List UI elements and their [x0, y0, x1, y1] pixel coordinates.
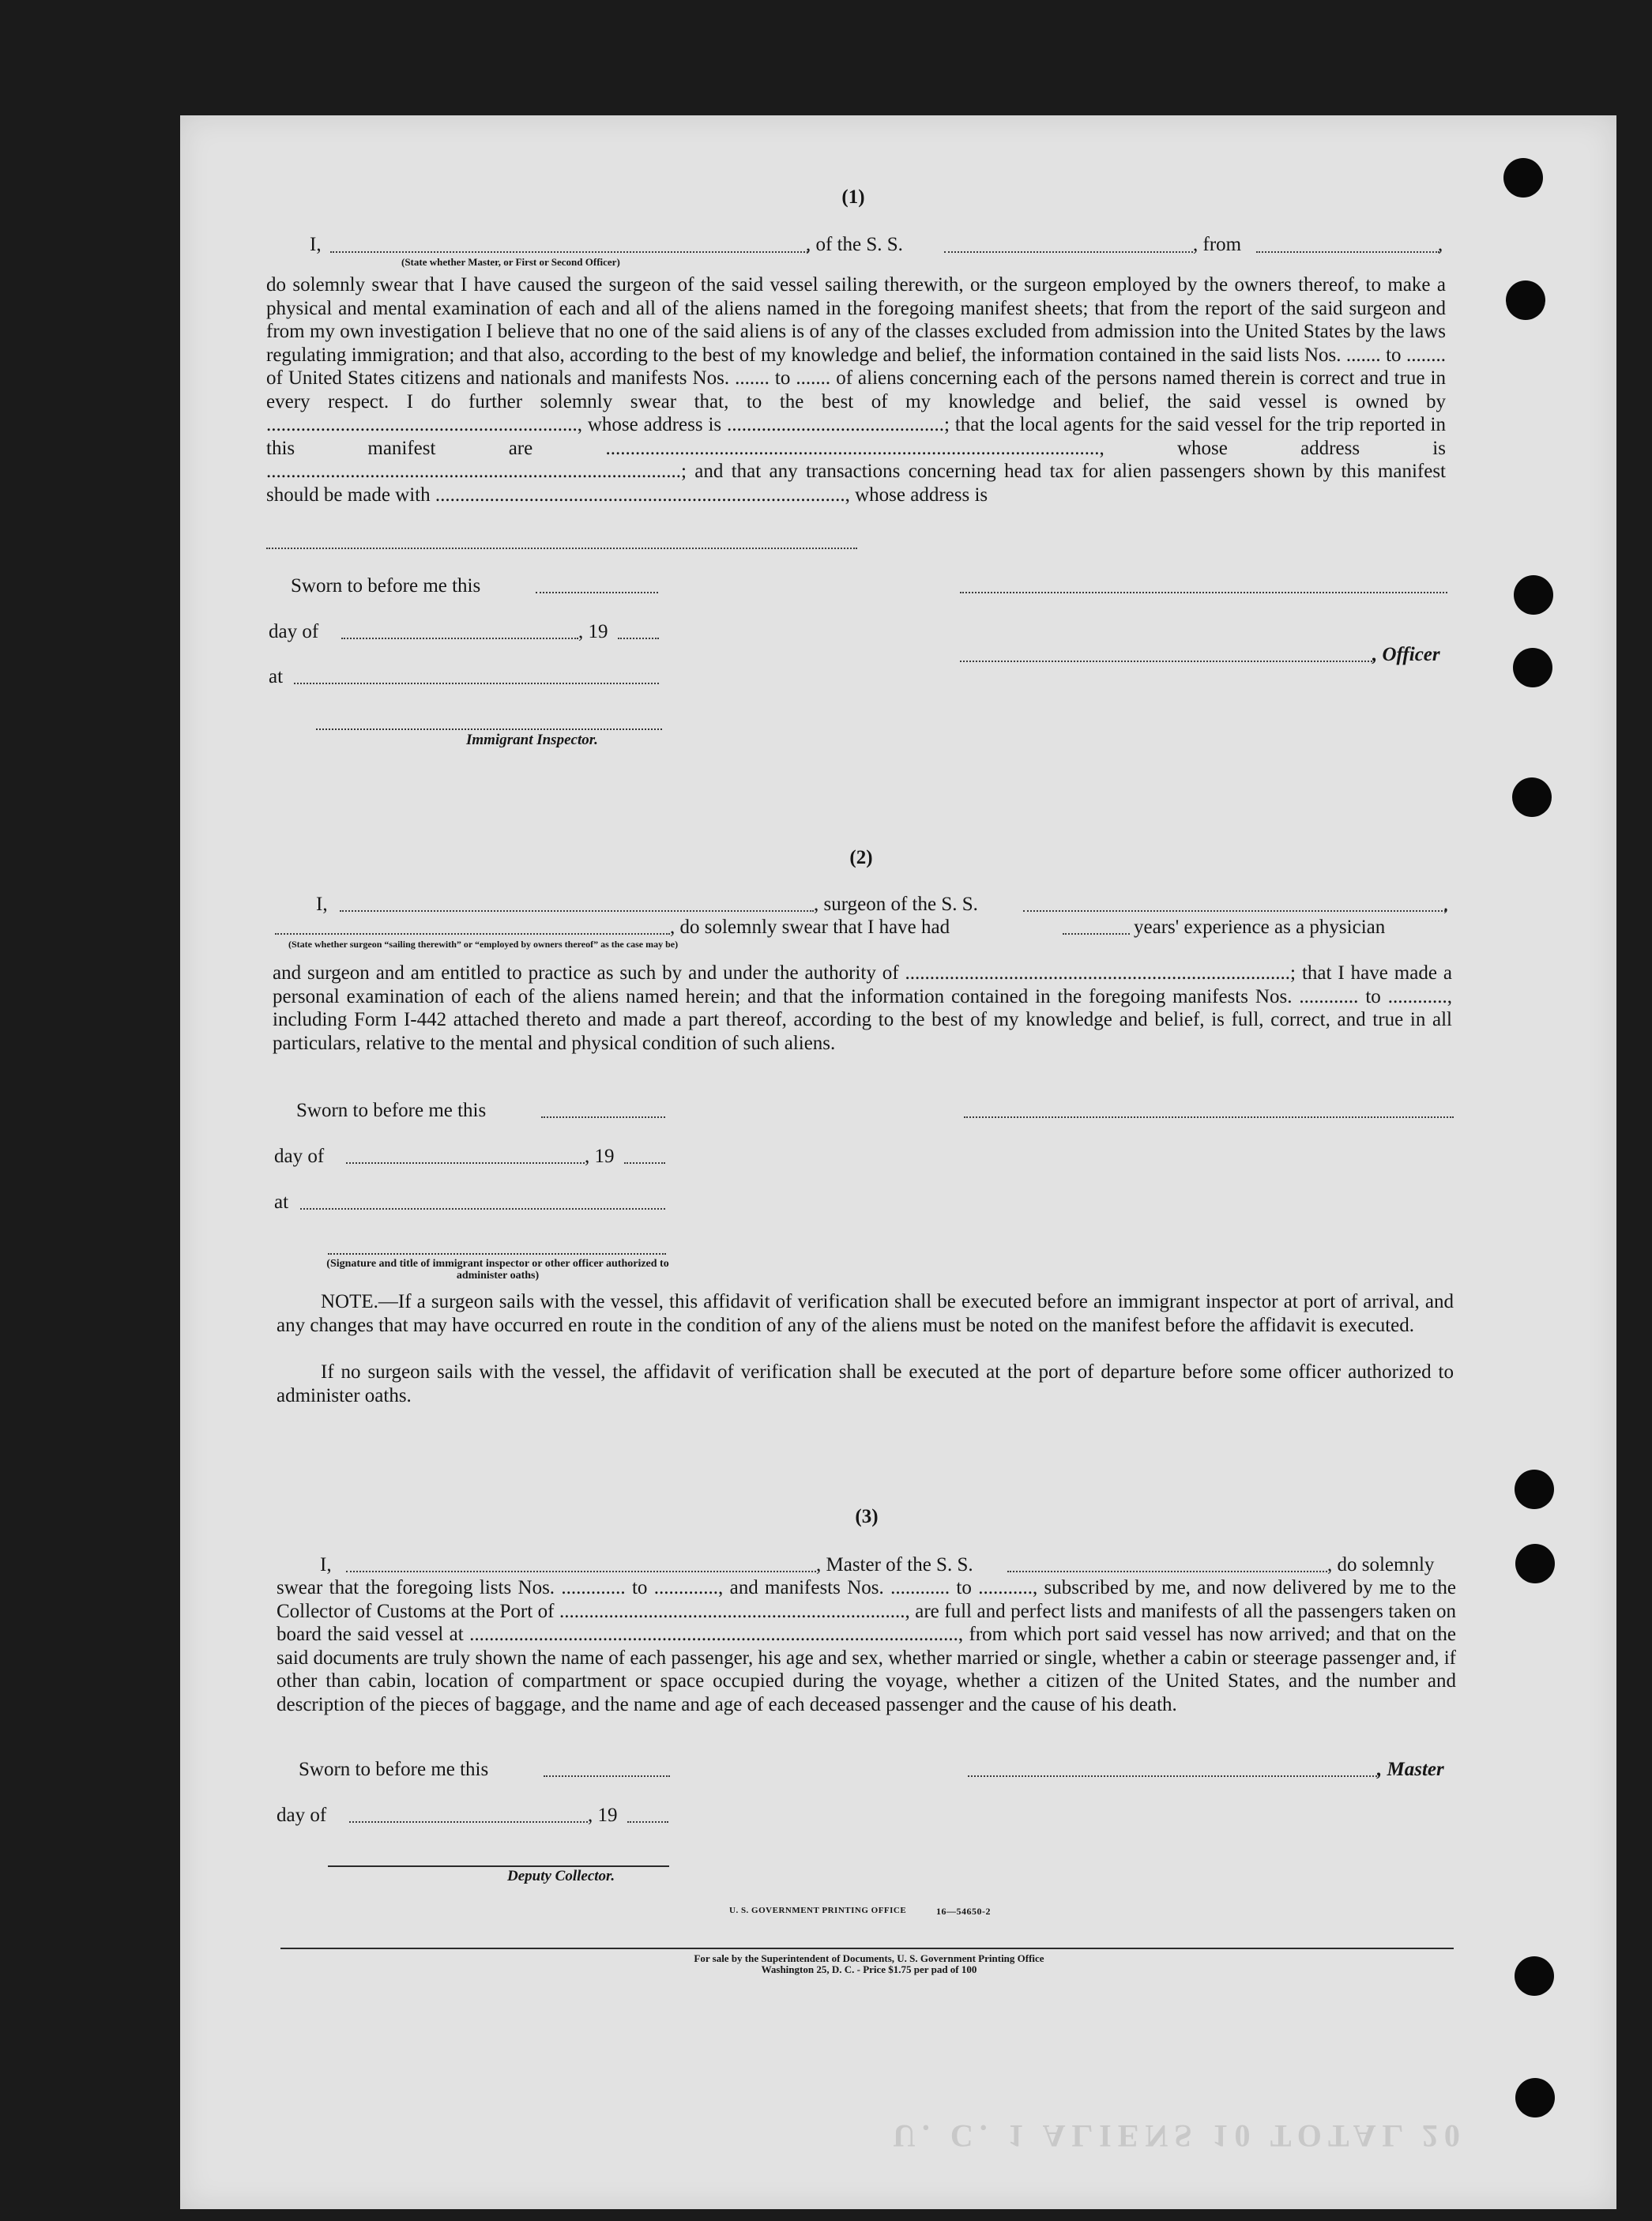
- punch-hole: [1515, 1956, 1554, 1996]
- at-label-1: at: [269, 666, 284, 687]
- sworn-label-2: Sworn to before me this: [296, 1100, 487, 1121]
- collector-signature-line[interactable]: [328, 1865, 669, 1867]
- year-field-3[interactable]: [627, 1821, 668, 1823]
- year-label-3: , 19: [588, 1805, 618, 1826]
- day-of-field-2[interactable]: [346, 1162, 585, 1164]
- form-number: 16—54650-2: [936, 1906, 991, 1917]
- section-1-subcaption: (State whether Master, or First or Second Officer): [401, 256, 620, 268]
- punch-hole: [1503, 158, 1543, 198]
- section-2-years-text: years' experience as a physician: [1134, 917, 1386, 938]
- section-3-number: (3): [855, 1506, 879, 1527]
- section-1-from: , from: [1193, 234, 1242, 255]
- section-2-number: (2): [849, 847, 873, 868]
- officer-rank-field[interactable]: [330, 251, 808, 253]
- comma: ,: [1443, 894, 1449, 915]
- gpo-imprint: U. S. GOVERNMENT PRINTING OFFICE: [729, 1906, 907, 1915]
- section-2-surgeon-of: , surgeon of the S. S.: [814, 894, 978, 915]
- section-3-oath-paragraph: swear that the foregoing lists Nos. ............. to ............., and manifests Nos. ............ to ..........., subscribed by me, and now delivered by me to the Collector of Customs at the Port of ......................................................................, are full and perfect lists and manifests of all the passengers taken on board the said vessel at ..................................................................................................., from which port said vessel has now arrived; and that on the said documents are truly shown the name of each passenger, his age and sex, whether married or single, whether a cabin or steerage passenger and, if other than cabin, location of compartment or space occupied during the voyage, whether a citizen of the United States, and the number and description of the pieces of baggage, and the name and age of each deceased passenger and the cause of his death.: [277, 1577, 1456, 1715]
- day-of-label-1: day of: [269, 621, 319, 642]
- year-field-1[interactable]: [618, 638, 659, 639]
- section-2-subcaption: (State whether surgeon “sailing therewith” or “employed by owners thereof” as the case may be): [288, 939, 679, 950]
- master-label: , Master: [1377, 1759, 1444, 1780]
- punch-hole: [1515, 2078, 1555, 2117]
- section-1-i: I,: [310, 234, 322, 255]
- surgeon-name-field[interactable]: [340, 910, 814, 912]
- punch-hole: [1515, 1470, 1554, 1509]
- year-label-1: , 19: [578, 621, 608, 642]
- year-label-2: , 19: [585, 1146, 615, 1167]
- year-field-2[interactable]: [624, 1162, 665, 1164]
- section-2-i: I,: [316, 894, 328, 915]
- signature-caption: (Signature and title of immigrant inspector or other officer authorized to administer oaths): [326, 1258, 669, 1282]
- punch-hole: [1513, 648, 1552, 687]
- surgeon-vessel-field[interactable]: [1023, 910, 1446, 912]
- officer-title-field[interactable]: [960, 661, 1372, 662]
- at-field-2[interactable]: [300, 1208, 665, 1210]
- master-signature-field[interactable]: [968, 1775, 1377, 1777]
- sworn-date-field-2[interactable]: [541, 1116, 665, 1118]
- sworn-date-field-1[interactable]: [536, 592, 658, 593]
- section-3-i: I,: [320, 1554, 332, 1575]
- port-from-field[interactable]: [1256, 251, 1439, 253]
- inspector-signature-line[interactable]: [316, 728, 662, 730]
- sworn-label-1: Sworn to before me this: [291, 575, 481, 597]
- punch-hole: [1514, 575, 1553, 615]
- sworn-date-field-3[interactable]: [544, 1775, 670, 1777]
- at-label-2: at: [274, 1191, 289, 1213]
- vessel-name-field[interactable]: [944, 251, 1193, 253]
- surgeon-status-field[interactable]: [275, 933, 670, 935]
- note-paragraph-1: NOTE.—If a surgeon sails with the vessel, this affidavit of verification shall be executed before an immigrant inspector at port of arrival, and any changes that may have occurred en route in the condition of any of the aliens must be noted on the manifest before the affidavit is executed.: [277, 1291, 1454, 1336]
- years-experience-field[interactable]: [1063, 933, 1130, 935]
- section-3-swear: , do solemnly: [1327, 1554, 1435, 1575]
- punch-hole: [1512, 777, 1552, 817]
- section-1-of-ss: , of the S. S.: [806, 234, 903, 255]
- master-name-field[interactable]: [346, 1571, 816, 1572]
- section-1-oath-paragraph: do solemnly swear that I have caused the surgeon of the said vessel sailing therewith, or the surgeon employed by the owners thereof, to make a physical and mental examination of each and all of the aliens named in the foregoing manifest sheets; that from the report of the said surgeon and from my own investigation I believe that no one of the said aliens is of any of the classes excluded from admission into the United States by the laws regulating immigration; and that also, according to the best of my knowledge and belief, the information contained in the said lists Nos. ....... to ........ of United States citizens and nationals and manifests Nos. ....... to ....... of aliens concerning each of the persons named therein is correct and true in every respect. I do further solemnly swear that, to the best of my knowledge and belief, the said vessel is owned by ..............................................................., whose address is ............................................; that the local agents for the said vessel for the trip reported in this manifest are ...................................................................................................., whose address is ....................................................................................; and that any transactions concerning head tax for alien passengers shown by this manifest should be made with ..................................................................................., whose address is: [266, 274, 1446, 506]
- sworn-label-3: Sworn to before me this: [299, 1759, 489, 1780]
- section-3-master-of: , Master of the S. S.: [816, 1554, 973, 1575]
- comma: ,: [1438, 234, 1443, 255]
- day-of-label-2: day of: [274, 1146, 325, 1167]
- section-1-number: (1): [841, 186, 865, 208]
- section-2-swear-text: , do solemnly swear that I have had: [670, 917, 950, 938]
- punch-hole: [1515, 1544, 1555, 1583]
- sale-notice-line-1: For sale by the Superintendent of Documents, U. S. Government Printing Office: [694, 1952, 1044, 1964]
- inspector-label: Immigrant Inspector.: [466, 732, 598, 748]
- bleed-through-text: U. C. 1 ALIENS 10 TOTAL 20: [893, 2118, 1466, 2154]
- surgeon-signature-field[interactable]: [964, 1116, 1454, 1118]
- sale-notice-line-2: Washington 25, D. C. - Price $1.75 per pad of 100: [761, 1963, 977, 1975]
- day-of-label-3: day of: [277, 1805, 327, 1826]
- address-field[interactable]: [266, 548, 857, 549]
- section-2-oath-paragraph: and surgeon and am entitled to practice as such by and under the authority of ..............................................................................; that I have made a personal examination of each of the aliens named herein; and that the information contained in the foregoing manifests Nos. ............ to ............, including Form I-442 attached thereto and made a part thereof, according to the best of my knowledge and belief, is full, correct, and true in all particulars, relative to the mental and physical condition of such aliens.: [273, 962, 1452, 1054]
- inspector-signature-line-2[interactable]: [328, 1253, 666, 1255]
- officer-label: , Officer: [1372, 644, 1440, 665]
- master-vessel-field[interactable]: [1007, 1571, 1327, 1572]
- footer-rule: [280, 1948, 1454, 1949]
- at-field-1[interactable]: [294, 683, 659, 684]
- punch-hole: [1506, 280, 1545, 320]
- day-of-field-1[interactable]: [341, 638, 578, 639]
- day-of-field-3[interactable]: [349, 1821, 588, 1823]
- officer-signature-field[interactable]: [960, 592, 1447, 593]
- collector-label: Deputy Collector.: [507, 1868, 615, 1884]
- note-paragraph-2: If no surgeon sails with the vessel, the affidavit of verification shall be executed at the port of departure before some officer authorized to administer oaths.: [277, 1361, 1454, 1406]
